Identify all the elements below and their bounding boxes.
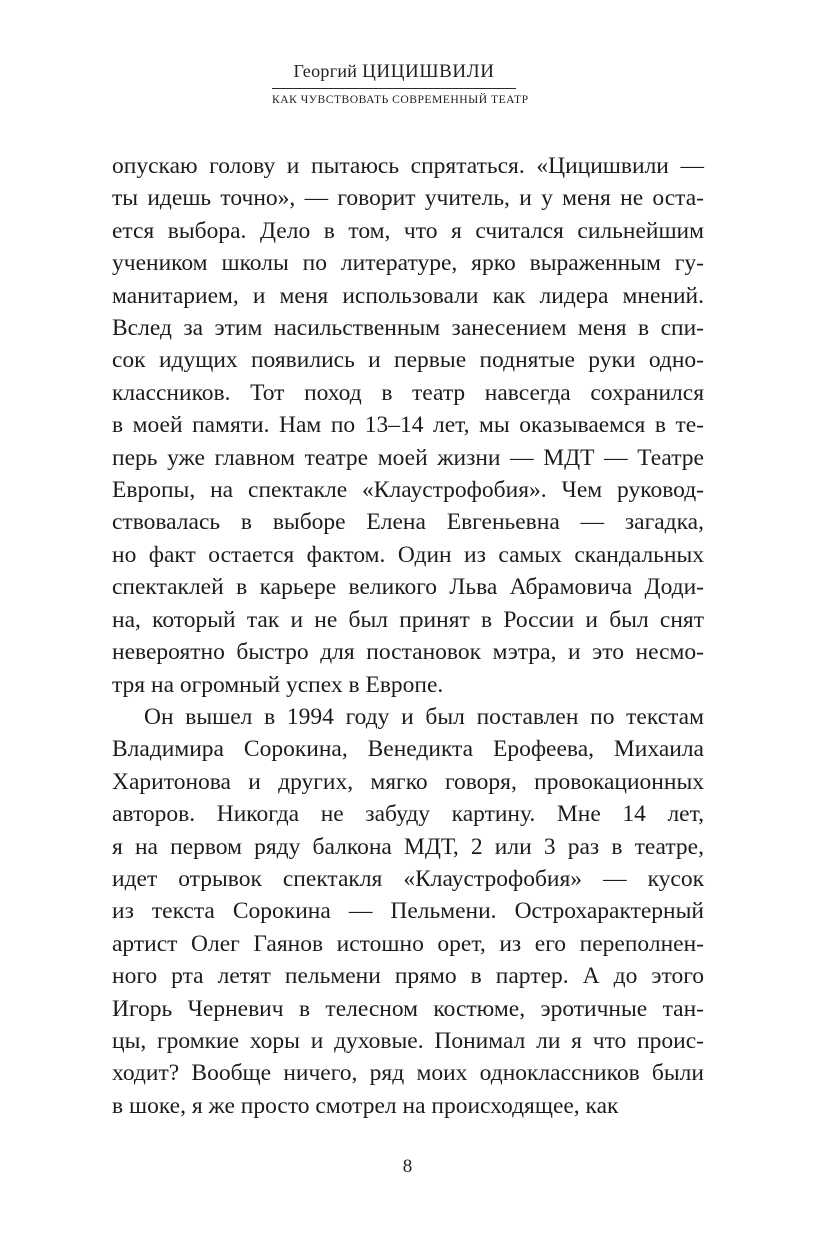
- running-header: [272, 60, 529, 107]
- text-line: ходит? Вообще ничего, ряд моих одноклассников были: [112, 1060, 704, 1087]
- header-author-last-name: ЦИЦИШВИЛИ: [362, 61, 495, 82]
- page-text: [112, 150, 704, 1122]
- text-line: Владимира Сорокина, Венедикта Ерофеева, Михаила: [112, 736, 704, 763]
- text-line: классников. Тот поход в театр навсегда сохранился: [112, 379, 704, 406]
- text-line: ствовалась в выборе Елена Евгеньевна — загадка,: [112, 509, 704, 536]
- text-line: я на первом ряду балкона МДТ, 2 или 3 раз в театре,: [112, 833, 704, 860]
- paragraph-2: [112, 701, 704, 1122]
- page-number: 8: [402, 1156, 413, 1177]
- text-line: сок идущих появились и первые поднятые руки одно-: [112, 347, 704, 374]
- paragraph-1: [112, 150, 704, 701]
- text-line: цы, громкие хоры и духовые. Понимал ли я что проис-: [112, 1027, 704, 1054]
- header-rule: [272, 88, 516, 89]
- text-line: артист Олег Гаянов истошно орет, из его переполнен-: [112, 930, 704, 957]
- text-line: перь уже главном театре моей жизни — МДТ — Театре: [112, 444, 704, 471]
- header-book-title: КАК ЧУВСТВОВАТЬ СОВРЕМЕННЫЙ ТЕАТР: [272, 93, 529, 106]
- text-line: невероятно быстро для постановок мэтра, и это несмо-: [112, 639, 704, 666]
- text-line: в моей памяти. Нам по 13–14 лет, мы оказываемся в те-: [112, 412, 704, 439]
- text-line: спектаклей в карьере великого Льва Абрамовича Доди-: [112, 574, 704, 601]
- text-line: из текста Сорокина — Пельмени. Острохарактерный: [112, 898, 704, 925]
- text-line: в шоке, я же просто смотрел на происходящее, как: [112, 1092, 619, 1119]
- text-line: опускаю голову и пытаюсь спрятаться. «Цицишвили —: [112, 153, 704, 179]
- text-line: Харитонова и других, мягко говоря, провокационных: [112, 768, 704, 795]
- header-author-first-name: Георгий: [293, 61, 358, 81]
- text-line: ты идешь точно», — говорит учитель, и у меня не оста-: [112, 185, 704, 212]
- text-line: ется выбора. Дело в том, что я считался сильнейшим: [112, 217, 704, 244]
- text-line: Вслед за этим насильственным занесением меня в спи-: [112, 315, 704, 342]
- text-line: авторов. Никогда не забуду картину. Мне 14 лет,: [112, 801, 704, 828]
- text-line: ного рта летят пельмени прямо в партер. А до этого: [112, 963, 704, 990]
- text-line: манитарием, и меня использовали как лидера мнений.: [112, 282, 704, 309]
- text-line: но факт остается фактом. Один из самых скандальных: [112, 541, 704, 568]
- text-line: Европы, на спектакле «Клаустрофобия». Чем руковод-: [112, 477, 704, 504]
- header-author: [272, 60, 516, 83]
- text-line: тря на огромный успех в Европе.: [112, 671, 444, 698]
- text-line: идет отрывок спектакля «Клаустрофобия» — кусок: [112, 865, 704, 892]
- text-line: Игорь Черневич в телесном костюме, эротичные тан-: [112, 995, 704, 1022]
- text-line: учеником школы по литературе, ярко выраженным гу-: [112, 250, 704, 277]
- text-line: на, который так и не был принят в России и был снят: [112, 606, 704, 633]
- text-line: Он вышел в 1994 году и был поставлен по текстам: [144, 703, 704, 730]
